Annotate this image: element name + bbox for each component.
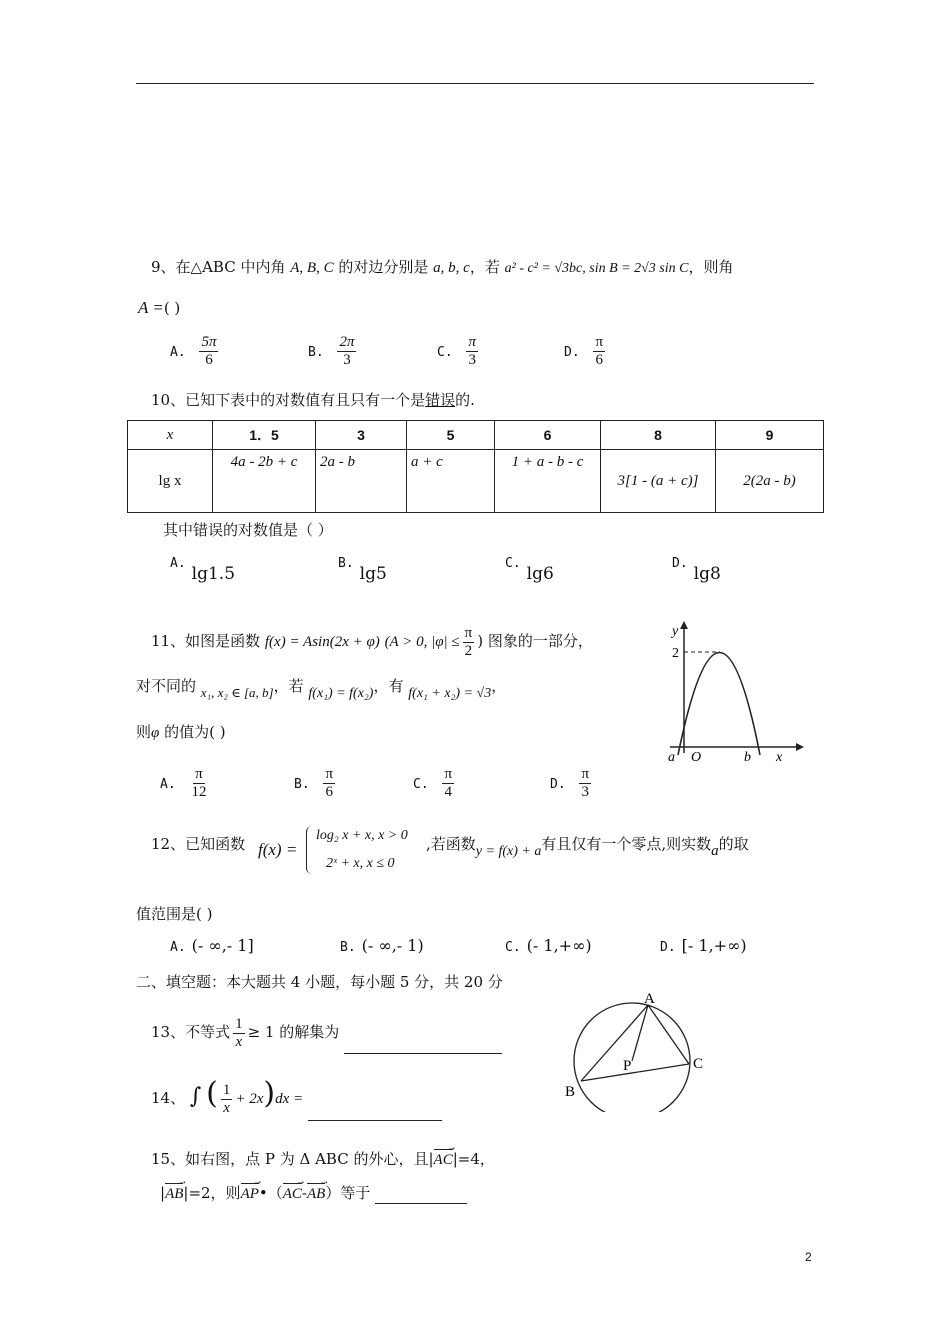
center-p-label: P	[623, 1058, 632, 1074]
q14: 14、 ∫ ( $\frac{1}{x}$ + 2x)dx =	[151, 1072, 442, 1121]
q12-case2: 2ˣ + x, x ≤ 0	[326, 856, 395, 871]
q12-option-a[interactable]: A. (- ∞,- 1]	[170, 936, 254, 955]
q15-line2: |AB →|=2，则AP →•（AC →-AB →）等于	[160, 1180, 467, 1204]
table-cell: 3	[316, 421, 407, 450]
peak-label: 2	[672, 646, 679, 661]
side-bc	[581, 1064, 689, 1081]
q11-stem: 11、如图是函数 f(x) = Asin(2x + φ) (A > 0, |φ| ≤ $\frac{\pi}{2}$ ) 图象的一部分，	[151, 624, 593, 659]
table-cell: a + c	[407, 450, 495, 513]
a-label: a	[668, 750, 675, 765]
table-row	[128, 450, 824, 513]
q11-option-b[interactable]: B. $\frac{\pi}{6}$	[294, 766, 334, 800]
table-cell: 4a - 2b + c	[213, 450, 316, 513]
table-cell: 9	[716, 421, 824, 450]
vertex-c-label: C	[693, 1056, 704, 1072]
table-header-row	[128, 421, 824, 450]
q10-stem: 10、已知下表中的对数值有且只有一个是错误的.	[151, 391, 475, 409]
q10-option-d[interactable]: D.lg8	[672, 556, 721, 584]
q11-line3: 则φ 的值为( )	[136, 723, 226, 741]
origin-label: O	[691, 750, 702, 765]
x-axis-arrow-icon	[796, 743, 804, 751]
table-cell: x	[128, 421, 213, 450]
table-cell: 1 + a - b - c	[495, 450, 601, 513]
table-cell: 2a - b	[316, 450, 407, 513]
q15-line1: 15、如右图，点 P 为 Δ ABC 的外心，且|AC →|=4，	[151, 1146, 495, 1170]
y-axis-arrow-icon	[680, 621, 688, 629]
side-ac	[648, 1005, 689, 1064]
q12-case1: log₂ x + x, x > 0	[316, 828, 408, 843]
q11-option-a[interactable]: A. $\frac{\pi}{12}$	[160, 766, 207, 800]
q15-answer-blank[interactable]	[375, 1203, 467, 1204]
q9-option-a[interactable]: A. $\frac{5\pi}{6}$	[170, 334, 217, 368]
y-label: y	[672, 624, 679, 639]
log-table	[127, 420, 824, 513]
section-title: 二、填空题：本大题共 4 小题，每小题 5 分，共 20 分	[136, 973, 503, 991]
side-ab	[581, 1005, 648, 1081]
q9-ask: A =( )	[138, 298, 181, 317]
q12-option-b[interactable]: B. (- ∞,- 1)	[340, 936, 424, 955]
circumcircle	[574, 1003, 690, 1112]
q11-option-d[interactable]: D. $\frac{\pi}{3}$	[550, 766, 590, 800]
q10-option-a[interactable]: A.lg1.5	[170, 556, 236, 584]
table-cell: 6	[495, 421, 601, 450]
header-rule	[136, 83, 814, 84]
table-cell: lg x	[128, 450, 213, 513]
piecewise-brace	[306, 826, 315, 874]
b-label: b	[744, 750, 751, 765]
q14-answer-blank[interactable]	[308, 1120, 442, 1121]
q11-graph	[662, 615, 812, 765]
circumcircle-figure	[560, 992, 720, 1112]
table-cell: 1．5	[213, 421, 316, 450]
q12-line2: 值范围是( )	[136, 905, 213, 923]
q9-option-d[interactable]: D. $\frac{\pi}{6}$	[564, 334, 604, 368]
q10-option-b[interactable]: B.lg5	[338, 556, 387, 584]
q9-stem: 9、在△ABC 中内角 A, B, C 的对边分别是 a, b, c，若 a² - c² = √3bc, sin B = 2√3 sin C，则角	[151, 258, 734, 276]
q12-option-d[interactable]: D. [- 1,+∞)	[660, 936, 747, 955]
q11-option-c[interactable]: C. $\frac{\pi}{4}$	[413, 766, 453, 800]
table-cell: 2(2a - b)	[716, 450, 824, 513]
q10-option-c[interactable]: C.lg6	[505, 556, 554, 584]
q13: 13、不等式 $\frac{1}{x}$ ≥ 1 的解集为	[151, 1010, 502, 1054]
table-cell: 3[1 - (a + c)]	[601, 450, 716, 513]
table-cell: 8	[601, 421, 716, 450]
q12-option-c[interactable]: C. (- 1,+∞)	[505, 936, 592, 955]
table-cell: 5	[407, 421, 495, 450]
q9-option-c[interactable]: C. $\frac{\pi}{3}$	[437, 334, 476, 368]
vertex-b-label: B	[565, 1084, 576, 1100]
q13-answer-blank[interactable]	[344, 1053, 502, 1054]
q11-line2: 对不同的 x₁, x₂ ∈ [a, b]，若 f(x₁) = f(x₂)，有 f(x₁ + x₂) = √3，	[136, 677, 507, 701]
q12-stem: 12、已知函数	[151, 835, 246, 853]
sine-curve	[678, 653, 760, 756]
q12-fx: f(x) =	[258, 840, 298, 859]
x-label: x	[776, 750, 783, 765]
q9-option-b[interactable]: B. $\frac{2\pi}{3}$	[308, 334, 355, 368]
vertex-a-label: A	[644, 992, 655, 1007]
q10-question: 其中错误的对数值是（ ）	[163, 521, 333, 539]
q12-stem-tail: ,若函数y = f(x) + a有且仅有一个零点,则实数a的取	[426, 835, 749, 859]
page-number: 2	[805, 1250, 812, 1264]
